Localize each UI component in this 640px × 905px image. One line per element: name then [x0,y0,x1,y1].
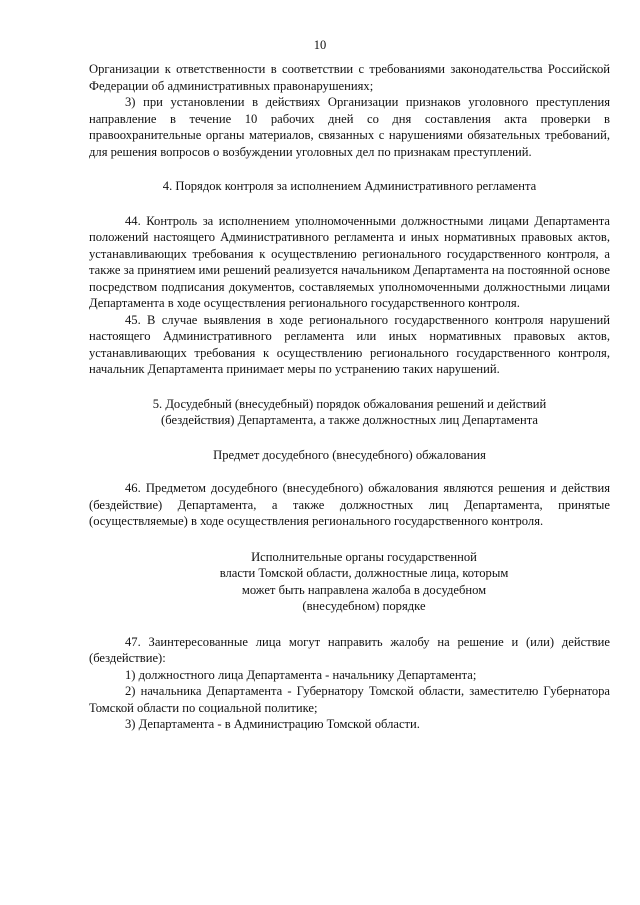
bodies-heading-line-4: (внесудебном) порядке [302,599,426,613]
paragraph-44: 44. Контроль за исполнением уполномоченными должностными лицами Департамента положений настоящего Административного регламента и иных нормативных правовых актов, устанавливающих требования к осуществлению регионального государственного контроля, а также за принятием ими решений реализуется начальником Департамента на постоянной основе посредством подписания документов, составляемых уполномоченными должностными лицами Департамента в ходе осуществления регионального государственного контроля. [89,213,610,310]
section-5-heading-line-2: (бездействия) Департамента, а также должностных лиц Департамента [161,413,538,427]
section-5-heading [89,396,610,429]
bodies-heading-line-2: власти Томской области, должностные лица, которым [219,566,509,580]
paragraph-item-3: 3) при установлении в действиях Организации признаков уголовного преступления направление в течение 10 рабочих дней со дня составления акта проверки в правоохранительные органы материалов, связанных с нарушениями обязательных требований, для решения вопросов о возбуждении уголовных дел по признакам преступлений. [89,95,610,159]
paragraph-47-item-3: 3) Департамента - в Администрацию Томской области. [125,717,420,731]
bodies-heading [219,549,509,615]
section-4-heading: 4. Порядок контроля за исполнением Административного регламента [162,179,537,193]
continued-paragraph: Организации к ответственности в соответствии с требованиями законодательства Российской Федерации об административных правонарушениях; [89,62,610,93]
paragraph-47-item-2: 2) начальника Департамента - Губернатору Томской области, заместителю Губернатора Томской области по социальной политике; [89,684,610,715]
bodies-heading-line-3: может быть направлена жалоба в досудебном [241,582,487,597]
paragraph-47: 47. Заинтересованные лица могут направить жалобу на решение и (или) действие (бездействие): [89,634,610,665]
document-body [89,61,610,733]
subsection-heading: Предмет досудебного (внесудебного) обжалования [213,447,486,462]
section-5-heading-line-1: 5. Досудебный (внесудебный) порядок обжалования решений и действий [152,396,547,411]
page-number: 10 [313,38,327,52]
paragraph-45: 45. В случае выявления в ходе регионального государственного контроля нарушений настоящего Административного регламента или иных нормативных правовых актов, устанавливающих требования к осуществлению регионального государственного контроля, начальник Департамента принимает меры по устранению таких нарушений. [89,312,610,376]
bodies-heading-line-1: Исполнительные органы государственной [251,549,477,564]
paragraph-47-item-1: 1) должностного лица Департамента - начальнику Департамента; [125,667,477,682]
paragraph-46: 46. Предметом досудебного (внесудебного) обжалования являются решения и действия (бездействие) Департамента, а также должностных лиц Департамента, принятые (осуществляемые) в ходе осуществления регионального государственного контроля. [89,481,610,528]
